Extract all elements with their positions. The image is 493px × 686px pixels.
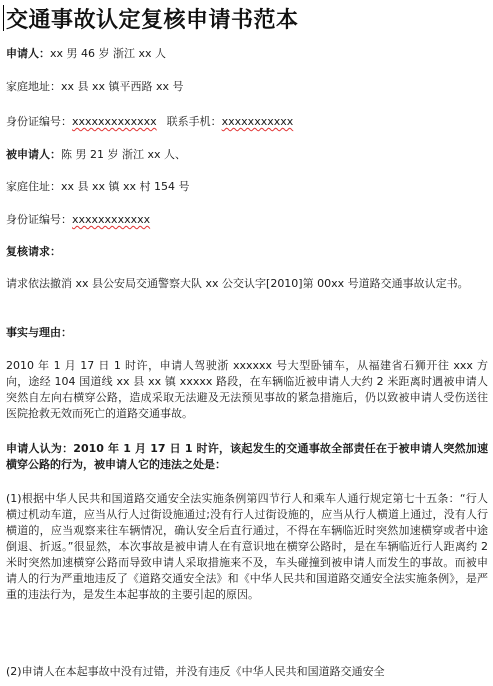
respondent-id-line <box>6 213 150 227</box>
applicant-opinion: 申请人认为：2010 年 1 月 17 日 1 时许，该起发生的交通事故全部责任在于被申请人突然加速横穿公路的行为，被申请人它的违法之处是： <box>6 442 488 471</box>
argument-point-2: (2)申请人在本起事故中没有过错，并没有违反《中华人民共和国道路交通安全 <box>6 665 385 678</box>
document-title: 交通事故认定复核申请书范本 <box>6 7 299 33</box>
respondent-address-label: 家庭住址： <box>6 180 61 193</box>
applicant-value: xx 男 46 岁 浙江 xx 人 <box>50 47 167 60</box>
facts-heading: 事实与理由： <box>6 326 72 339</box>
respondent-label: 被申请人： <box>6 148 61 161</box>
review-request-heading: 复核请求： <box>6 245 61 258</box>
applicant-id-value: xxxxxxxxxxxxx <box>72 115 157 128</box>
respondent-address-value: xx 县 xx 镇 xx 村 154 号 <box>61 180 190 193</box>
applicant-phone-value: xxxxxxxxxxx <box>221 115 294 128</box>
respondent-value: 陈 男 21 岁 浙江 xx 人、 <box>61 148 186 161</box>
applicant-id-line <box>6 115 293 129</box>
facts-paragraph: 2010 年 1 月 17 日 1 时许，申请人驾驶浙 xxxxxx 号大型卧铺车，从福建省石狮开往 xxx 方向，途经 104 国道线 xx 县 xx 镇 xxxxx 路段，在车辆临近被申请人大约 2 米距离时遇被申请人突然自左向右横穿公路，造成采取无法避及无法预见事故的紧急措施后，仍以致被申请人受伤送往医院抢救无效而死亡的道路交通事故。 <box>6 359 488 420</box>
applicant-address-value: xx 县 xx 镇平西路 xx 号 <box>61 80 184 93</box>
review-request-text: 请求依法撤消 xx 县公安局交通警察大队 xx 公交认字[2010]第 00xx 号道路交通事故认定书。 <box>6 277 469 290</box>
applicant-id-label: 身份证编号： <box>6 115 72 128</box>
argument-point-1: (1)根据中华人民共和国道路交通安全法实施条例第四节行人和乘车人通行规定第七十五条：“行人横过机动车道，应当从行人过街设施通过;没有行人过街设施的，应当从行人横道上通过，没有人行横道的，应当观察来往车辆情况，确认安全后直行通过，不得在车辆临近时突然加速横穿或者中途倒退、折返。”很显然，本次事故是被申请人在有意识地在横穿公路时，是在车辆临近行人距离约 2 米时突然加速横穿公路而导致申请人采取措施来不及，车头碰撞到被申请人而发生的事故。而被申请人的行为严重地违反了《道路交通安全法》和《中华人民共和国道路交通安全法实施条例》，是严重的违法行为，是发生本起事故的主要引起的原因。 <box>6 492 488 601</box>
applicant-address-line <box>6 80 184 94</box>
applicant-phone-label: 联系手机： <box>166 115 222 128</box>
respondent-id-value: xxxxxxxxxxxx <box>72 213 151 226</box>
respondent-id-label: 身份证编号： <box>6 213 72 226</box>
respondent-address-line <box>6 180 190 194</box>
applicant-line <box>6 47 166 61</box>
text-cursor <box>3 5 4 31</box>
applicant-label: 申请人： <box>6 47 50 60</box>
respondent-line <box>6 148 186 162</box>
applicant-address-label: 家庭地址： <box>6 80 61 93</box>
